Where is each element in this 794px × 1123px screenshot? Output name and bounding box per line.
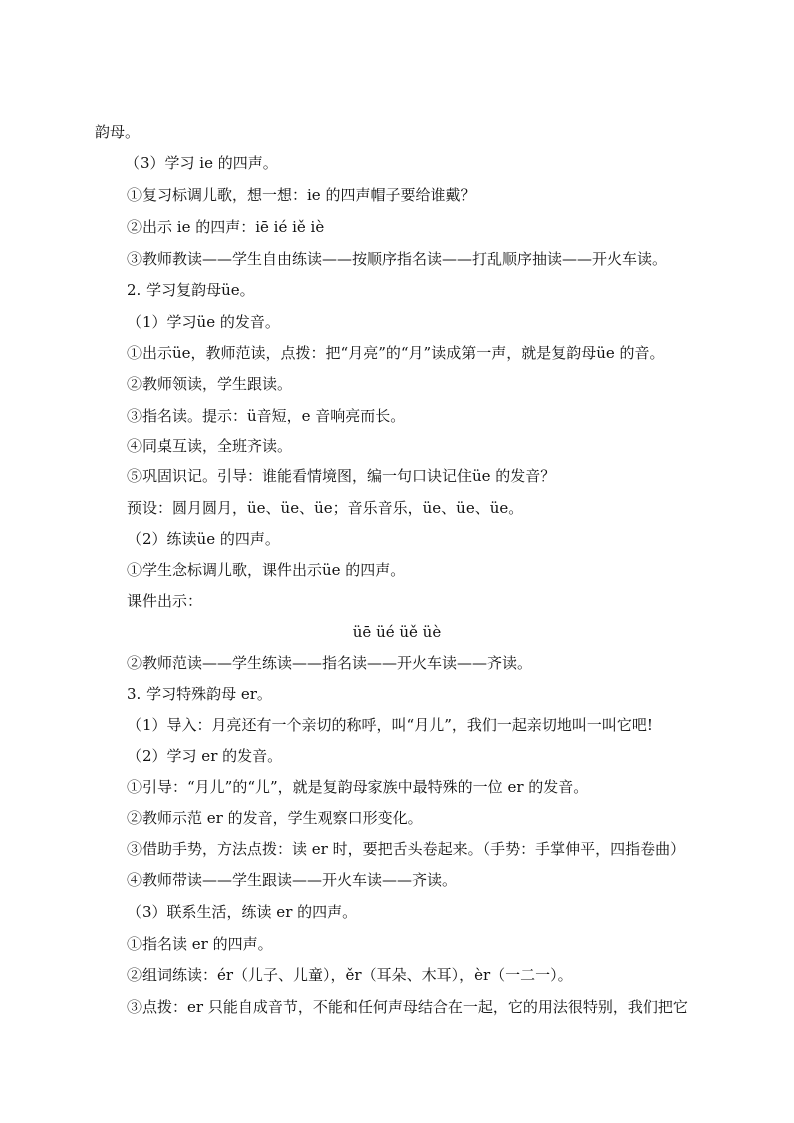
text-line: ②组词练读：ér（儿子、儿童），ěr（耳朵、木耳），èr（一二一）。 (127, 966, 573, 984)
text-line: ①学生念标调儿歌，课件出示üe 的四声。 (127, 561, 406, 579)
text-line: （3）学习 ie 的四声。 (125, 154, 278, 172)
text-line: ②出示 ie 的四声：iē ié iě iè (127, 218, 325, 236)
text-line: ②教师领读，学生跟读。 (127, 375, 293, 393)
text-line: （3）联系生活，练读 er 的四声。 (127, 903, 358, 921)
text-line: （1）导入：月亮还有一个亲切的称呼，叫“月儿”，我们一起亲切地叫一叫它吧! (127, 716, 653, 734)
section-heading: 3. 学习特殊韵母 er。 (127, 685, 272, 703)
text-line: 课件出示： (127, 592, 203, 610)
text-line: ③指名读。提示：ü音短，e 音响亮而长。 (127, 407, 406, 425)
text-line: 韵母。 (95, 123, 141, 141)
text-line: ①出示üe，教师范读，点拨：把“月亮”的“月”读成第一声，就是复韵母üe 的音。 (127, 344, 665, 362)
text-line: （1）学习üe 的发音。 (127, 313, 280, 331)
text-line: ②教师示范 er 的发音，学生观察口形变化。 (127, 809, 423, 827)
text-line: 预设：圆月圆月，üe、üe、üe；音乐音乐，üe、üe、üe。 (127, 499, 524, 517)
text-line: ③教师教读——学生自由练读——按顺序指名读——打乱顺序抽读——开火车读。 (127, 250, 668, 268)
text-line: ①指名读 er 的四声。 (127, 935, 273, 953)
tone-display: üē üé üě üè (352, 623, 442, 641)
text-line: （2）练读üe 的四声。 (127, 530, 280, 548)
text-line: ③点拨：er 只能自成音节，不能和任何声母结合在一起，它的用法很特别，我们把它 (127, 998, 688, 1016)
section-heading: 2. 学习复韵母üe。 (127, 281, 255, 299)
text-line: ②教师范读——学生练读——指名读——开火车读——齐读。 (127, 654, 533, 672)
text-line: ③借助手势，方法点拨：读 er 时，要把舌头卷起来。（手势：手掌伸平，四指卷曲） (127, 840, 686, 858)
text-line: （2）学习 er 的发音。 (127, 747, 283, 765)
text-line: ④教师带读——学生跟读——开火车读——齐读。 (127, 871, 458, 889)
text-line: ①复习标调儿歌，想一想：ie 的四声帽子要给谁戴？ (127, 186, 476, 204)
text-line: ⑤巩固识记。引导：谁能看情境图，编一句口诀记住üe 的发音？ (127, 467, 556, 485)
text-line: ①引导：“月儿”的“儿”，就是复韵母家族中最特殊的一位 er 的发音。 (127, 778, 589, 796)
text-line: ④同桌互读，全班齐读。 (127, 437, 293, 455)
